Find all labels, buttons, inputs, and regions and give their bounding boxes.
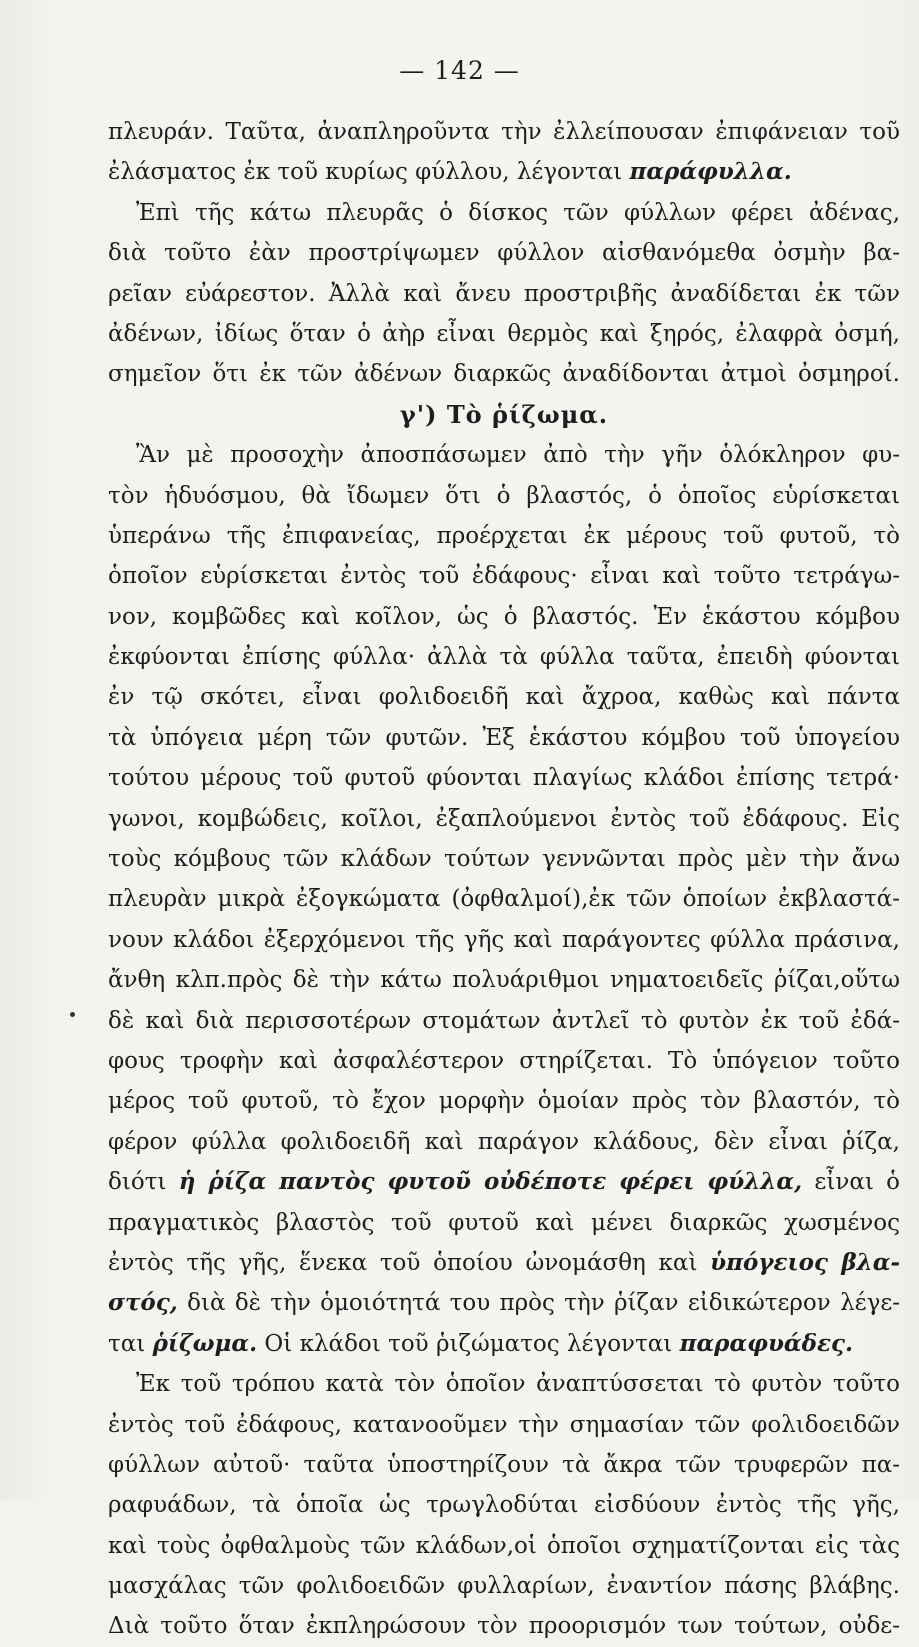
text-span: ἄνθη κλπ.πρὸς δὲ τὴν κάτω πολυάριθμοι νηματοειδεῖς ῥίζαι,οὕτω xyxy=(108,967,900,994)
text-span: Ἂν μὲ προσοχὴν ἀποσπάσωμεν ἀπὸ τὴν γῆν ὁλόκληρον φυ- xyxy=(136,442,900,469)
section-heading: γ') Τὸ ῥίζωμα. xyxy=(399,399,609,429)
term-hypogeios-blastos: ὑπόγειος βλα- xyxy=(710,1248,900,1276)
text-line xyxy=(108,314,900,354)
text-span: μασχάλας τῶν φολιδοειδῶν φυλλαρίων, ἐναντίον πάσης βλάβης. xyxy=(108,1573,900,1600)
term-paraphyades: παραφυάδες. xyxy=(679,1329,853,1357)
text-line xyxy=(108,758,900,798)
text-span: γωνοι, κομβώδεις, κοῖλοι, ἐξαπλούμενοι ἐντὸς τοῦ ἐδάφους. Εἰς xyxy=(108,805,900,832)
text-line xyxy=(108,1283,900,1323)
text-span: φους τροφὴν καὶ ἀσφαλέστερον στηρίζεται. Τὸ ὑπόγειον τοῦτο xyxy=(108,1047,900,1074)
text-span: τὰ ὑπόγεια μέρη τῶν φυτῶν. Ἐξ ἑκάστου κόμβου τοῦ ὑπογείου xyxy=(108,724,900,751)
text-span: πλευρὰν μικρὰ ἐξογκώματα (ὀφθαλμοί),ἐκ τῶν ὁποίων ἐκβλαστά- xyxy=(108,886,900,913)
text-line xyxy=(108,233,900,273)
text-line xyxy=(108,920,900,960)
term-paraphylla: παράφυλλα. xyxy=(629,158,792,186)
text-span: Ἐκ τοῦ τρόπου κατὰ τὸν ὁποῖον ἀναπτύσσεται τὸ φυτὸν τοῦτο xyxy=(136,1371,900,1398)
text-span: εἶναι ὁ xyxy=(802,1169,900,1196)
text-line xyxy=(108,1162,900,1202)
text-span: ρεῖαν εὐάρεστον. Ἀλλὰ καὶ ἄνευ προστριβῆς ἀναδίδεται ἐκ τῶν xyxy=(108,280,900,307)
text-line xyxy=(108,193,900,233)
text-span: μέρος τοῦ φυτοῦ, τὸ ἔχον μορφὴν ὁμοίαν πρὸς τὸν βλαστόν, τὸ xyxy=(108,1088,900,1115)
text-span: ἐντὸς τοῦ ἐδάφους, κατανοοῦμεν τὴν σημασίαν τῶν φολιδοειδῶν xyxy=(108,1411,900,1438)
emphasis-root-never-leaves: ἡ ῥίζα παντὸς φυτοῦ οὐδέποτε φέρει φύλλα, xyxy=(178,1168,803,1196)
term-hypogeios-blastos-end: στός, xyxy=(108,1289,178,1317)
text-span: σημεῖον ὅτι ἐκ τῶν ἀδένων διαρκῶς ἀναδίδονται ἀτμοὶ ὀσμηροί. xyxy=(108,361,900,388)
text-line xyxy=(108,1405,900,1445)
text-line xyxy=(108,1445,900,1485)
text-line xyxy=(108,1364,900,1404)
ink-speck xyxy=(70,1012,75,1017)
text-span: ραφυάδων, τὰ ὁποῖα ὡς τρωγλοδύται εἰσδύουν ἐντὸς τῆς γῆς, xyxy=(108,1492,900,1519)
text-span: ἐντὸς τῆς γῆς, ἕνεκα τοῦ ὁποίου ὠνομάσθη καὶ xyxy=(108,1249,711,1276)
text-span: φύλλων αὐτοῦ· ταῦτα ὑποστηρίζουν τὰ ἄκρα τῶν τρυφερῶν πα- xyxy=(108,1451,900,1478)
text-line xyxy=(108,1485,900,1525)
text-line xyxy=(108,597,900,637)
text-line xyxy=(108,718,900,758)
text-line xyxy=(108,556,900,596)
text-span: Ἐπὶ τῆς κάτω πλευρᾶς ὁ δίσκος τῶν φύλλων φέρει ἀδένας, xyxy=(136,199,900,226)
text-span: νουν κλάδοι ἐξερχόμενοι τῆς γῆς καὶ παράγοντες φύλλα πράσινα, xyxy=(108,926,900,953)
text-span: ὁποῖον εὑρίσκεται ἐντὸς τοῦ ἐδάφους· εἶναι καὶ τοῦτο τετράγω- xyxy=(108,563,900,590)
text-span: τοὺς κόμβους τῶν κλάδων τούτων γεννῶνται πρὸς μὲν τὴν ἄνω xyxy=(108,846,900,873)
text-line xyxy=(108,1566,900,1606)
text-line xyxy=(108,476,900,516)
text-span: Διὰ τοῦτο ὅταν ἐκπληρώσουν τὸν προορισμόν των τούτων, οὐδε- xyxy=(108,1613,900,1640)
text-line xyxy=(108,1203,900,1243)
text-span: δὲ καὶ διὰ περισσοτέρων στομάτων ἀντλεῖ τὸ φυτὸν ἐκ τοῦ ἐδά- xyxy=(108,1007,900,1034)
text-line xyxy=(108,274,900,314)
text-span: καὶ τοὺς ὀφθαλμοὺς τῶν κλάδων,οἱ ὁποῖοι σχηματίζονται εἰς τὰς xyxy=(108,1532,900,1559)
text-line xyxy=(108,1526,900,1566)
text-line xyxy=(108,435,900,475)
text-span: ἐκφύονται ἐπίσης φύλλα· ἀλλὰ τὰ φύλλα ταῦτα, ἐπειδὴ φύονται xyxy=(108,644,900,671)
text-line xyxy=(108,1041,900,1081)
text-span: πλευράν. Ταῦτα, ἀναπληροῦντα τὴν ἐλλείπουσαν ἐπιφάνειαν τοῦ xyxy=(108,119,900,145)
text-line xyxy=(108,879,900,919)
text-line xyxy=(108,1606,900,1646)
text-line xyxy=(108,637,900,677)
text-span: ἐν τῷ σκότει, εἶναι φολιδοειδῆ καὶ ἄχροα, καθὼς καὶ πάντα xyxy=(108,684,900,711)
text-line xyxy=(108,152,900,192)
text-span: Οἱ κλάδοι τοῦ ῥιζώματος λέγονται xyxy=(257,1330,680,1357)
text-line xyxy=(108,1243,900,1283)
text-span: διὰ δὲ τὴν ὁμοιότητά του πρὸς τὴν ῥίζαν εἰδικώτερον λέγε- xyxy=(177,1290,900,1317)
text-line xyxy=(108,354,900,394)
text-span: τὸν ἡδυόσμου, θὰ ἴδωμεν ὅτι ὁ βλαστός, ὁ ὁποῖος εὑρίσκεται xyxy=(108,482,900,509)
term-rhizoma: ῥίζωμα. xyxy=(152,1329,258,1357)
text-line xyxy=(108,1001,900,1041)
page-number: — 142 — xyxy=(399,56,520,85)
text-span: πραγματικὸς βλαστὸς τοῦ φυτοῦ καὶ μένει διαρκῶς χωσμένος xyxy=(108,1209,900,1236)
text-span: διὰ τοῦτο ἐὰν προστρίψωμεν φύλλον αἰσθανόμεθα ὀσμὴν βα- xyxy=(108,240,900,267)
text-span: διότι xyxy=(108,1169,179,1196)
text-line xyxy=(108,960,900,1000)
text-line xyxy=(108,112,900,152)
text-span: ἐλάσματος ἐκ τοῦ κυρίως φύλλου, λέγονται xyxy=(108,159,630,186)
text-span: φέρον φύλλα φολιδοειδῆ καὶ παράγον κλάδους, δὲν εἶναι ῥίζα, xyxy=(108,1128,900,1155)
text-span: ται xyxy=(108,1330,153,1357)
text-line xyxy=(108,1324,900,1364)
text-line xyxy=(108,1081,900,1121)
text-span: ὑπεράνω τῆς ἐπιφανείας, προέρχεται ἐκ μέρους τοῦ φυτοῦ, τὸ xyxy=(108,522,900,549)
text-line xyxy=(108,677,900,717)
text-line xyxy=(108,839,900,879)
text-span: τούτου μέρους τοῦ φυτοῦ φύονται πλαγίως κλάδοι ἐπίσης τετρά· xyxy=(108,765,900,792)
text-line xyxy=(108,1122,900,1162)
text-line xyxy=(108,516,900,556)
text-span: ἀδένων, ἰδίως ὅταν ὁ ἀὴρ εἶναι θερμὸς καὶ ξηρός, ἐλαφρὰ ὀσμή, xyxy=(108,320,900,347)
text-span: νον, κομβῶδες καὶ κοῖλον, ὡς ὁ βλαστός. Ἐν ἑκάστου κόμβου xyxy=(108,603,900,630)
body-text xyxy=(108,112,900,1647)
text-line xyxy=(108,799,900,839)
